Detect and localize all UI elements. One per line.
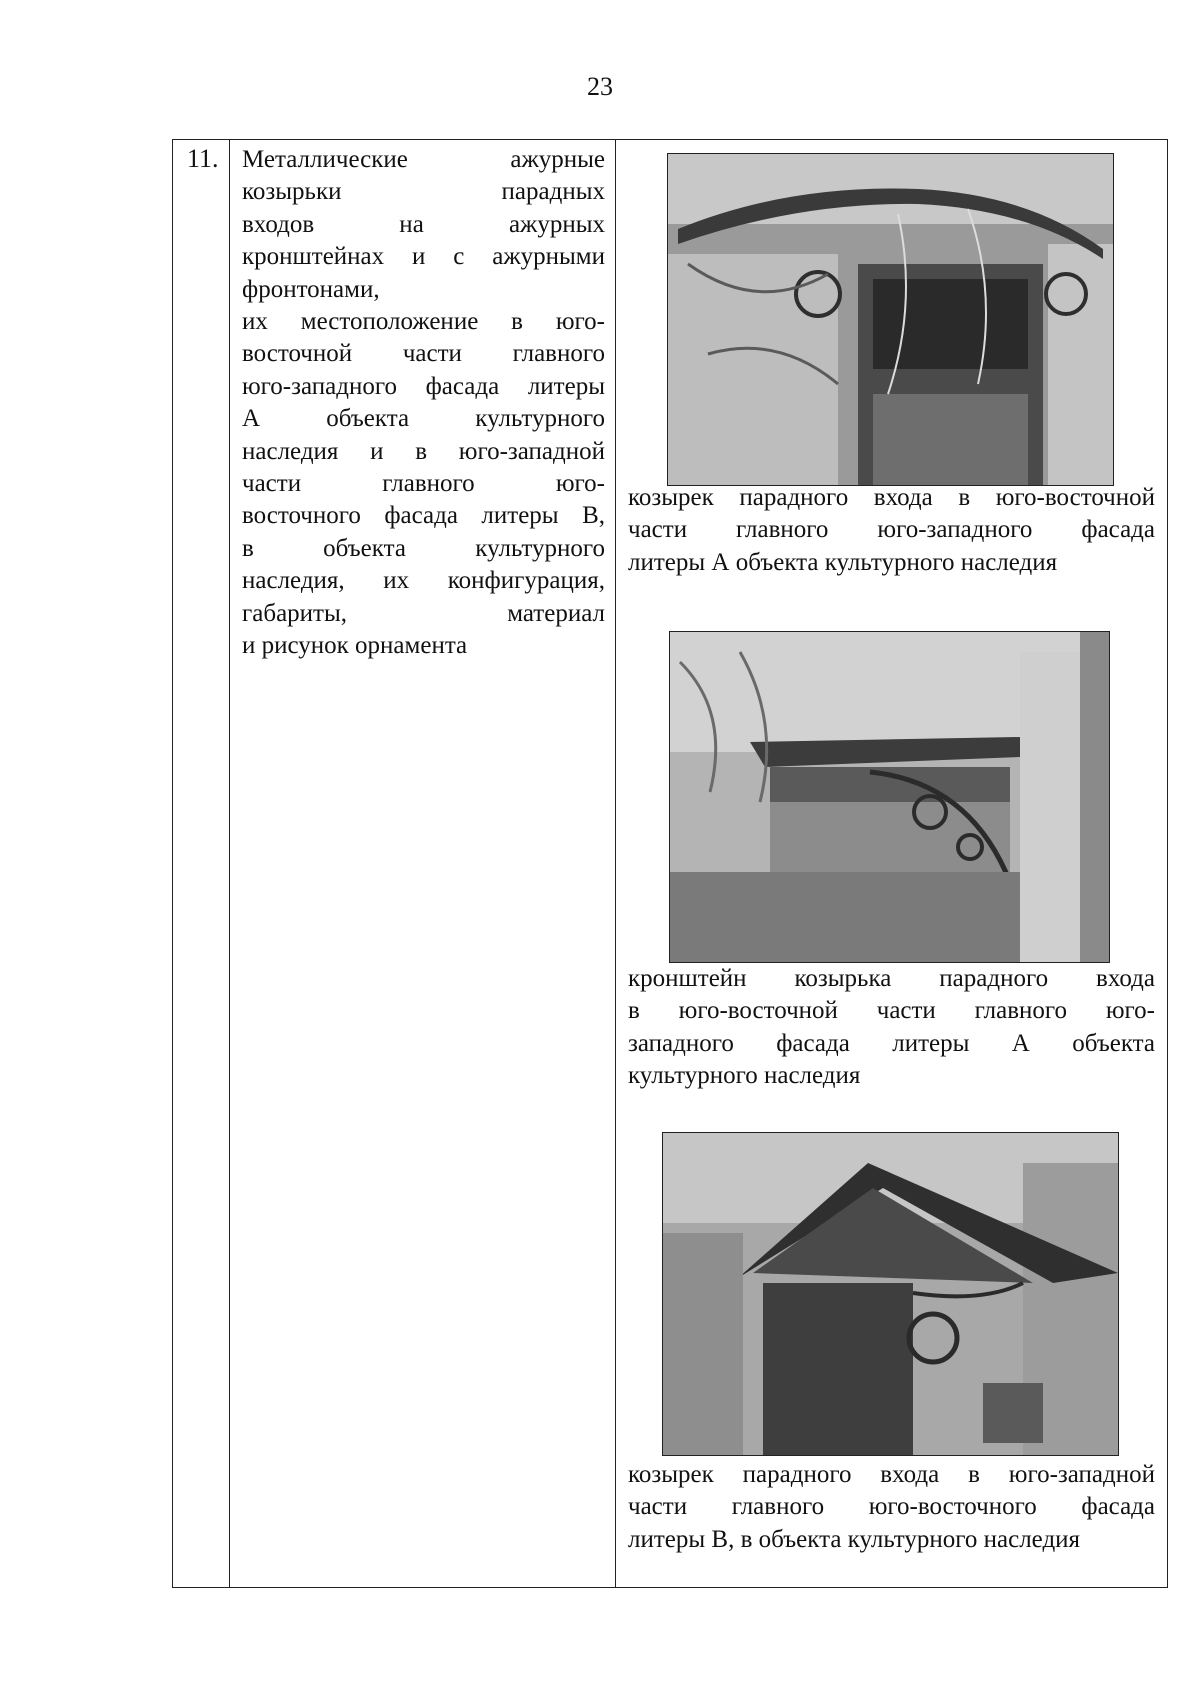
heritage-elements-table [172, 139, 1168, 1588]
canopy-photo-3 [662, 1132, 1119, 1456]
row-number-cell [173, 140, 230, 1588]
description-line: и рисунок орнамента [242, 632, 468, 660]
description-line: входов на ажурных [242, 210, 605, 238]
description-line: юго-западного фасада литеры [242, 372, 605, 400]
caption-line: козырек парадного входа в юго-западной [628, 1461, 1155, 1488]
caption-line: в юго-восточной части главного юго- [628, 997, 1155, 1025]
caption-line: части главного юго-западного фасада [628, 516, 1155, 544]
description-cell [230, 140, 616, 1588]
description-line: кронштейнах и с ажурными [242, 243, 605, 271]
photo-caption-1 [628, 482, 1155, 579]
description-line: восточного фасада литеры В, [242, 502, 605, 530]
bracket-photo-2 [669, 631, 1110, 963]
description-line: части главного юго- [242, 470, 605, 498]
page-number: 23 [587, 72, 613, 101]
description-line: восточной части главного [242, 340, 605, 368]
photos-cell [616, 140, 1168, 1588]
caption-line: кронштейн козырька парадного входа [628, 965, 1155, 992]
row-number: 11. [187, 144, 219, 173]
description-line: фронтонами, [242, 275, 380, 303]
description-line: их местоположение в юго- [242, 308, 605, 336]
caption-line: козырек парадного входа в юго-восточной [628, 484, 1155, 511]
description-line: Металлические ажурные [242, 146, 605, 173]
caption-line: части главного юго-восточного фасада [628, 1493, 1155, 1521]
description-line: козырьки парадных [242, 178, 605, 206]
description-line: А объекта культурного [242, 405, 605, 433]
description-line: в объекта культурного [242, 534, 605, 562]
photo-caption-2 [628, 963, 1155, 1093]
table-row [173, 140, 1168, 1588]
description-text [230, 140, 615, 663]
caption-line: западного фасада литеры А объекта [628, 1029, 1155, 1057]
description-line: габариты, материал [242, 599, 605, 627]
caption-line: культурного наследия [628, 1062, 861, 1090]
description-line: наследия, их конфигурация, [242, 567, 605, 595]
caption-line: литеры В, в объекта культурного наследия [628, 1525, 1081, 1553]
caption-line: литеры А объекта культурного наследия [628, 548, 1058, 576]
canopy-photo-1 [667, 153, 1114, 486]
description-line: наследия и в юго-западной [242, 437, 605, 465]
photo-caption-3 [628, 1459, 1155, 1556]
